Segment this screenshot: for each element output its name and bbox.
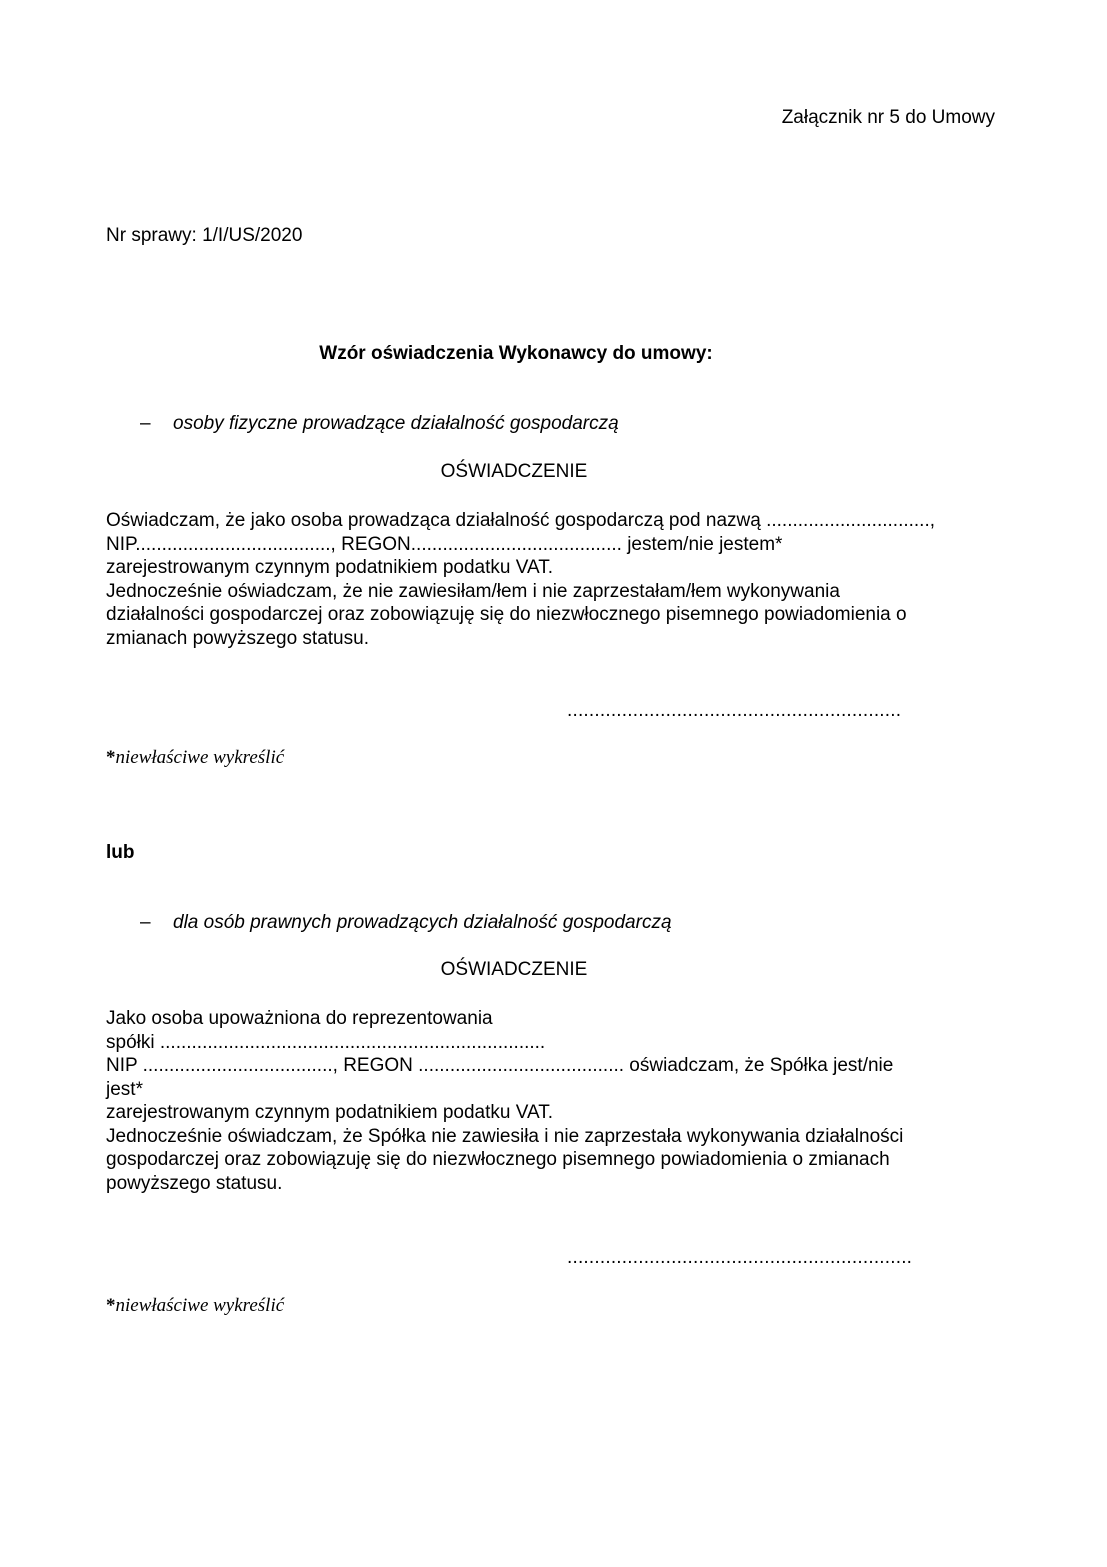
annex-label: Załącznik nr 5 do Umowy [781, 107, 995, 128]
section1-line: Jednocześnie oświadczam, że nie zawiesiłam/łem i nie zaprzestałam/łem wykonywania [106, 580, 840, 602]
section2-line: powyższego statusu. [106, 1172, 283, 1194]
section2-line: spółki ......................................................................... [106, 1031, 546, 1053]
case-number: Nr sprawy: 1/I/US/2020 [106, 225, 303, 246]
footnote-text: niewłaściwe wykreślić [115, 1295, 285, 1316]
section2-signature-line: ............................................................... [567, 1247, 913, 1268]
section2-dash: – [140, 912, 151, 933]
section1-line: NIP....................................., REGON........................................ jestem/nie jestem* [106, 533, 783, 555]
section1-body [106, 509, 935, 650]
section1-subtitle-text: osoby fizyczne prowadzące działalność gospodarczą [173, 413, 619, 434]
section2-line: jest* [106, 1078, 143, 1100]
section2-line: Jednocześnie oświadczam, że Spółka nie zawiesiła i nie zaprzestała wykonywania działalności [106, 1125, 904, 1147]
section2-heading: OŚWIADCZENIE [440, 959, 588, 980]
section2-subtitle [140, 912, 672, 934]
section2-line: NIP ...................................., REGON ....................................... oświadczam, że Spółka jest/nie [106, 1055, 894, 1076]
section1-footnote [106, 747, 284, 769]
section1-line: Oświadczam, że jako osoba prowadząca działalność gospodarczą pod nazwą ..............................., [106, 510, 936, 531]
section1-line: zarejestrowanym czynnym podatnikiem podatku VAT. [106, 557, 554, 578]
section1-heading: OŚWIADCZENIE [440, 461, 588, 482]
section2-line: zarejestrowanym czynnym podatnikiem podatku VAT. [106, 1102, 554, 1123]
document-title: Wzór oświadczenia Wykonawcy do umowy: [319, 343, 713, 364]
section1-dash: – [140, 413, 151, 434]
footnote-star: * [106, 747, 116, 768]
section2-line: gospodarczej oraz zobowiązuję się do niezwłocznego pisemnego powiadomienia o zmianach [106, 1149, 890, 1170]
footnote-text: niewłaściwe wykreślić [115, 747, 285, 768]
section1-line: działalności gospodarczej oraz zobowiązuję się do niezwłocznego pisemnego powiadomienia o [106, 604, 907, 625]
section1-signature-line: ............................................................. [567, 700, 902, 721]
or-label: lub [106, 842, 135, 863]
section1-subtitle [140, 413, 619, 435]
section2-line: Jako osoba upoważniona do reprezentowania [106, 1008, 493, 1029]
section2-footnote [106, 1295, 284, 1317]
footnote-star: * [106, 1295, 116, 1316]
section1-line: zmianach powyższego statusu. [106, 627, 369, 649]
section2-body [106, 1007, 903, 1195]
section2-subtitle-text: dla osób prawnych prowadzących działalność gospodarczą [173, 912, 672, 933]
